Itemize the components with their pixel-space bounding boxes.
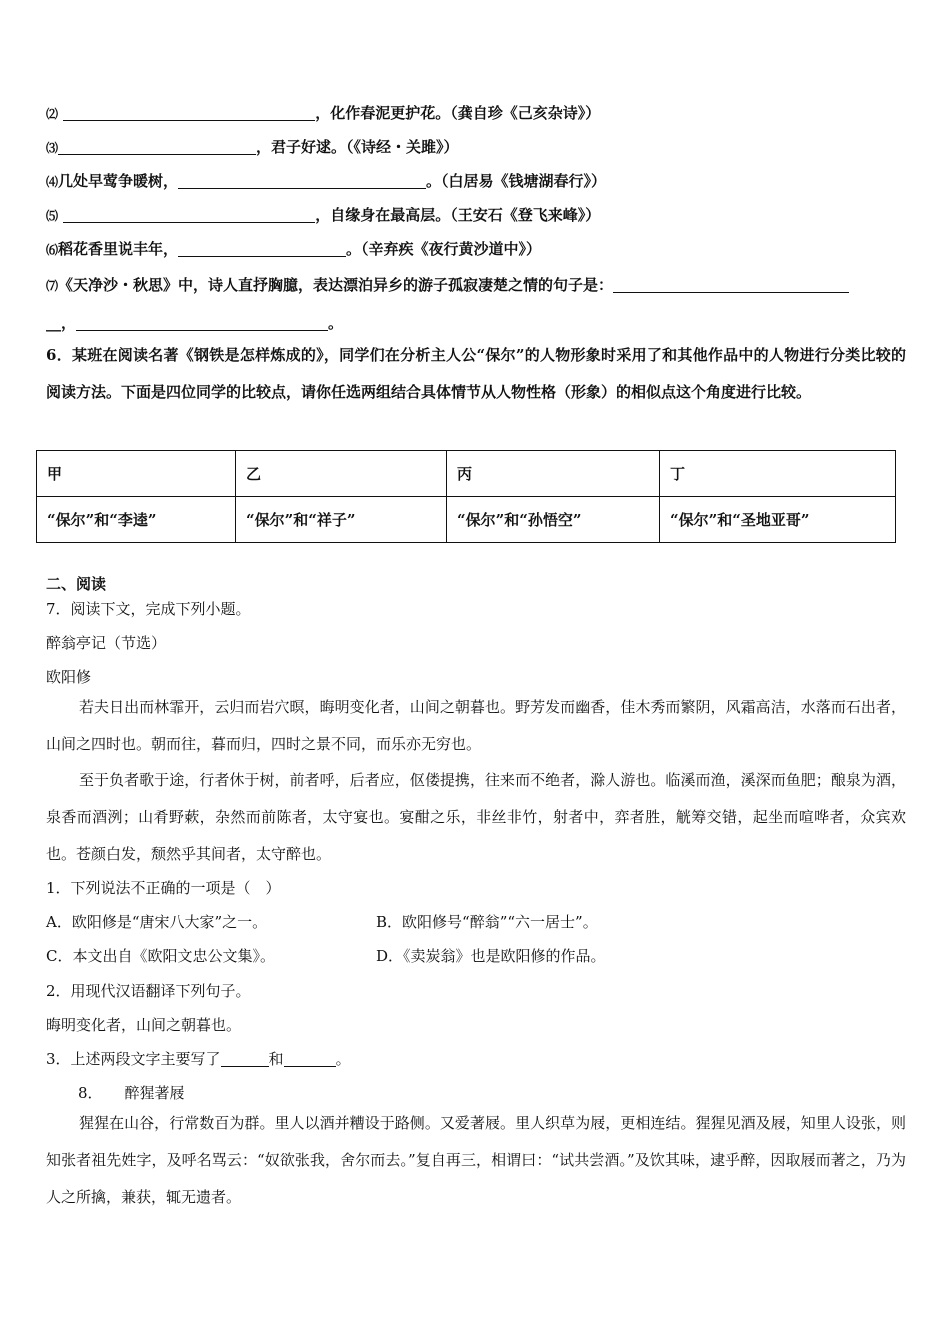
answer-blank[interactable] <box>284 1051 336 1067</box>
table-cell: “保尔”和“孙悟空” <box>447 497 660 543</box>
table-row <box>37 497 896 543</box>
passage-paragraph-1: 若夫日出而林霏开，云归而岩穴暝，晦明变化者，山间之朝暮也。野芳发而幽香，佳木秀而繁阴，风霜高洁，水落而石出者，山间之四时也。朝而往，暮而归，四时之景不同，而乐亦无穷也。 <box>46 698 906 753</box>
line-text: 《天净沙・秋思》中，诗人直抒胸臆，表达漂泊异乡的游子孤寂凄楚之情的句子是： <box>58 276 614 294</box>
line-text: 几处早莺争暖树， <box>58 172 179 190</box>
passage-title: 醉翁亭记（节选） <box>46 634 167 652</box>
item-number: ⑵ <box>46 107 59 121</box>
question-7-intro: 7．阅读下文，完成下列小题。 <box>46 600 251 618</box>
answer-blank[interactable] <box>613 277 849 293</box>
fill-in-q2 <box>46 102 600 123</box>
item-number: ⑷ <box>46 175 59 189</box>
table-header-cell: 甲 <box>37 451 236 497</box>
sub-question-2: 2．用现代汉语翻译下列句子。 <box>46 982 251 1000</box>
line-text: 。 <box>335 1050 351 1068</box>
answer-blank[interactable] <box>178 241 346 257</box>
item-number: ⑸ <box>46 209 59 223</box>
line-text: ，君子好逑。（《诗经・关雎》） <box>256 138 459 156</box>
line-text: 3．上述两段文字主要写了 <box>46 1050 221 1068</box>
fill-in-q5 <box>46 204 600 225</box>
passage-paragraph-2: 至于负者歌于途，行者休于树，前者呼，后者应，伛偻提携，往来而不绝者，滁人游也。临溪而渔，溪深而鱼肥；酿泉为酒，泉香而酒洌；山肴野蔌，杂然而前陈者，太守宴也。宴酣之乐，非丝非竹，射者中，弈者胜，觥筹交错，起坐而喧哗者，众宾欢也。苍颜白发，颓然乎其间者，太守醉也。 <box>46 771 906 863</box>
line-text: 。（辛弃疾《夜行黄沙道中》） <box>346 240 542 258</box>
item-number: ⑺ <box>46 279 59 293</box>
answer-blank[interactable] <box>63 105 315 121</box>
item-number: ⑶ <box>46 141 59 155</box>
line-text: ，化作春泥更护花。（龚自珍《己亥杂诗》） <box>315 104 601 122</box>
option-b[interactable]: B．欧阳修号“醉翁”“六一居士”。 <box>376 913 598 931</box>
line-text: 。 <box>328 314 344 332</box>
answer-blank[interactable] <box>221 1051 269 1067</box>
table-cell: “保尔”和“李逵” <box>37 497 236 543</box>
table-cell: “保尔”和“祥子” <box>236 497 447 543</box>
answer-blank[interactable] <box>76 315 328 331</box>
sub-question-1: 1．下列说法不正确的一项是（ ） <box>46 879 281 897</box>
question-8-passage: 猩猩在山谷，行常数百为群。里人以酒并糟设于路侧。又爱著屐。里人织草为屐，更相连结。猩猩见酒及屐，知里人设张，则知张者祖先姓字，及呼名骂云：“奴欲张我，舍尔而去。”复自再三，相谓曰：“试共尝酒。”及饮其味，逮乎醉，因取屐而著之，乃为人之所擒，兼获，辄无遗者。 <box>46 1114 906 1206</box>
fill-in-q6 <box>46 238 541 259</box>
question-8-heading <box>78 1082 185 1103</box>
question-number: 8． <box>78 1084 103 1102</box>
fill-in-q4 <box>46 170 606 191</box>
option-a[interactable]: A．欧阳修是“唐宋八大家”之一。 <box>46 913 268 931</box>
table-cell: “保尔”和“圣地亚哥” <box>660 497 896 543</box>
table-header-row <box>37 451 896 497</box>
fill-in-q7-continued <box>46 312 343 333</box>
line-text: 稻花香里说丰年， <box>58 240 179 258</box>
question-6-text: 6．某班在阅读名著《钢铁是怎样炼成的》，同学们在分析主人公“保尔”的人物形象时采用了和其他作品中的人物进行分类比较的阅读方法。下面是四位同学的比较点，请你任选两组结合具体情节从人物性格（形象）的相似点这个角度进行比较。 <box>46 346 906 401</box>
table-header-cell: 乙 <box>236 451 447 497</box>
option-c[interactable]: C．本文出自《欧阳文忠公文集》。 <box>46 947 275 965</box>
line-text: __， <box>46 314 77 332</box>
sub-question-3 <box>46 1048 351 1069</box>
section-title: 二、阅读 <box>46 575 107 593</box>
question-8-title: 醉猩著屐 <box>124 1084 185 1102</box>
fill-in-q7 <box>46 274 849 295</box>
answer-blank[interactable] <box>178 173 426 189</box>
answer-blank[interactable] <box>58 139 256 155</box>
option-d[interactable]: D．《卖炭翁》也是欧阳修的作品。 <box>376 947 606 965</box>
sub-question-2-sentence: 晦明变化者，山间之朝暮也。 <box>46 1016 242 1034</box>
answer-blank[interactable] <box>63 207 315 223</box>
line-text: 。（白居易《钱塘湖春行》） <box>426 172 607 190</box>
item-number: ⑹ <box>46 243 59 257</box>
line-text: 和 <box>268 1050 284 1068</box>
table-header-cell: 丁 <box>660 451 896 497</box>
table-header-cell: 丙 <box>447 451 660 497</box>
fill-in-q3 <box>46 136 459 157</box>
line-text: ，自缘身在最高层。（王安石《登飞来峰》） <box>315 206 601 224</box>
passage-author: 欧阳修 <box>46 668 92 686</box>
comparison-table <box>36 450 896 543</box>
